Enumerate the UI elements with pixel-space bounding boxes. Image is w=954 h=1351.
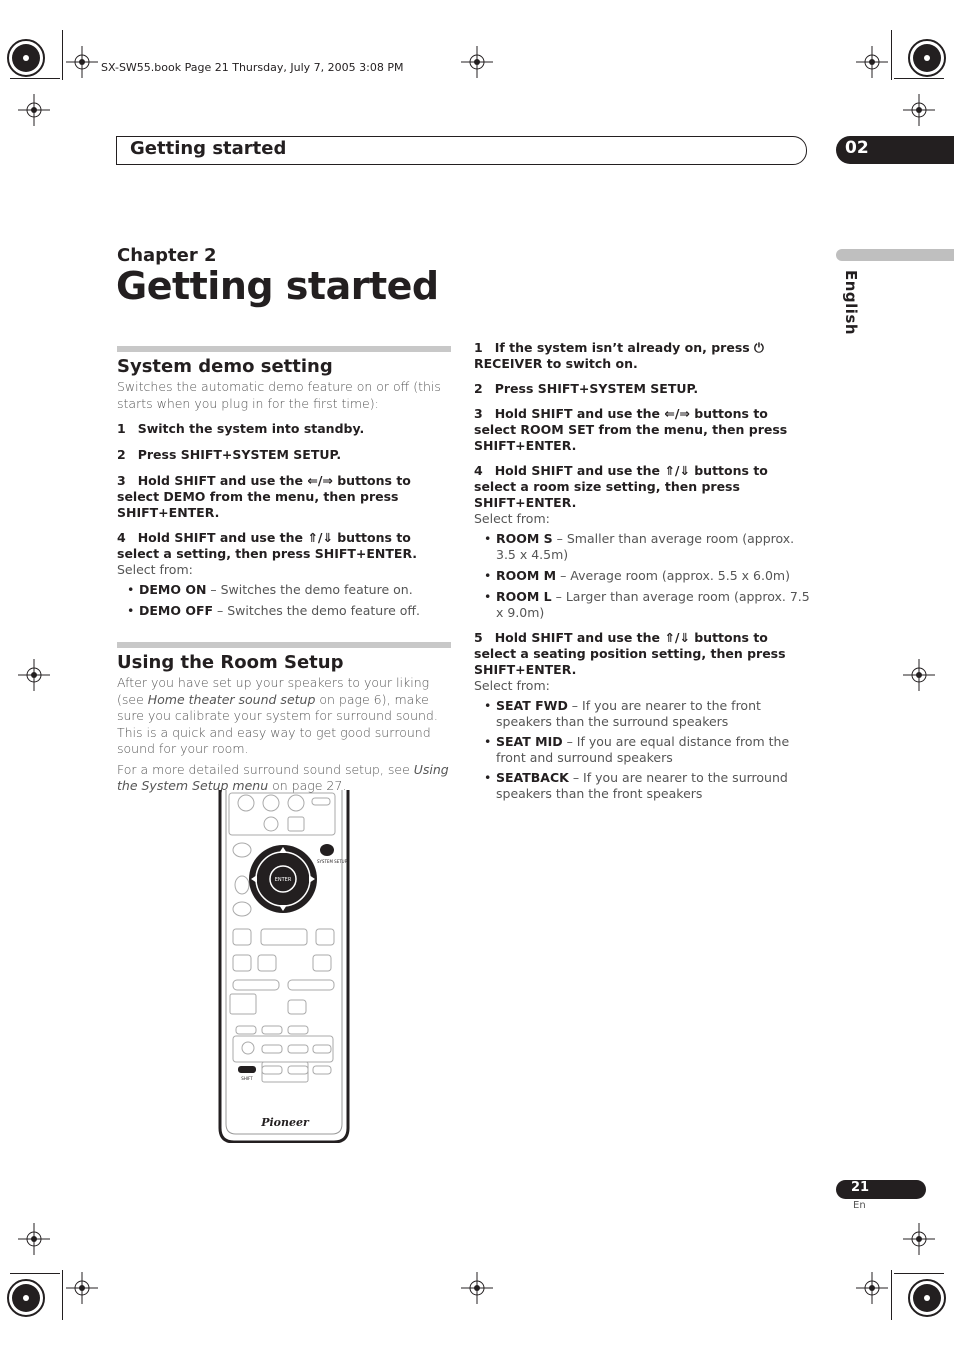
- page-language: En: [853, 1200, 866, 1211]
- chapter-number: 02: [845, 138, 869, 158]
- crop-mark: [62, 1270, 63, 1320]
- shift-label: SHIFT: [241, 1076, 253, 1081]
- header-title: Getting started: [130, 138, 287, 159]
- step-item: 4 Hold SHIFT and use the ⇑/⇓ buttons to select a room size setting, then press SHIFT+ENTER.: [474, 463, 768, 510]
- step-item: 3 Hold SHIFT and use the ⇐/⇒ buttons to select ROOM SET from the menu, then press SHIFT+ENTER.: [474, 406, 788, 453]
- crosshair-icon: [18, 94, 50, 126]
- crop-mark: [894, 1273, 944, 1274]
- crop-mark: [10, 1273, 60, 1274]
- language-label: English: [842, 270, 860, 336]
- list-item: • ROOM L – Larger than average room (approx. 7.5 x 9.0m): [474, 589, 810, 621]
- list-item: • SEAT FWD – If you are nearer to the front speakers than the surround speakers: [474, 698, 810, 730]
- list-item: • ROOM S – Smaller than average room (approx. 3.5 x 4.5m): [474, 531, 810, 563]
- step-item: 2 Press SHIFT+SYSTEM SETUP.: [117, 447, 342, 462]
- room-steps-section: [474, 340, 810, 802]
- system-setup-label: SYSTEM SETUP: [316, 859, 348, 864]
- section-rule: [117, 642, 451, 648]
- crosshair-icon: [18, 1223, 50, 1255]
- section-rule: [117, 346, 451, 352]
- crosshair-icon: [18, 659, 50, 691]
- crosshair-icon: [461, 46, 493, 78]
- section-intro: Switches the automatic demo feature on or off (this starts when you plug in for the first time):: [117, 379, 441, 411]
- pioneer-logo: Pioneer: [261, 1116, 309, 1129]
- crop-mark: [62, 30, 63, 80]
- page-number: 21: [851, 1180, 870, 1195]
- crop-mark: [891, 1270, 892, 1320]
- step-item: 4 Hold SHIFT and use the ⇑/⇓ buttons to select a setting, then press SHIFT+ENTER.: [117, 530, 418, 561]
- list-item: • SEAT MID – If you are equal distance from the front and surround speakers: [474, 734, 810, 766]
- step-item: 3 Hold SHIFT and use the ⇐/⇒ buttons to select DEMO from the menu, then press SHIFT+ENTER.: [117, 473, 411, 520]
- step-item: 1 Switch the system into standby.: [117, 421, 365, 436]
- step-item: 1 If the system isn’t already on, press ⏻ RECEIVER to switch on.: [474, 340, 764, 371]
- registration-starburst-icon: [906, 37, 948, 79]
- crosshair-icon: [903, 659, 935, 691]
- select-from-label: Select from:: [474, 511, 550, 526]
- enter-button-label: ENTER: [274, 877, 292, 883]
- crosshair-icon: [856, 46, 888, 78]
- crop-mark: [891, 30, 892, 80]
- crosshair-icon: [903, 94, 935, 126]
- list-item: • DEMO OFF – Switches the demo feature off.: [117, 603, 452, 619]
- room-setup-section: [117, 652, 452, 795]
- system-demo-section: [117, 356, 452, 619]
- select-from-label: Select from:: [117, 562, 193, 577]
- chapter-label: Chapter 2: [117, 245, 217, 266]
- paragraph: For a more detailed surround sound setup, see Using the System Setup menu on page 27.: [117, 761, 449, 793]
- crosshair-icon: [856, 1272, 888, 1304]
- crosshair-icon: [903, 1223, 935, 1255]
- step-item: 5 Hold SHIFT and use the ⇑/⇓ buttons to select a seating position setting, then press SHIFT+ENTER.: [474, 630, 786, 677]
- section-title: Using the Room Setup: [117, 652, 344, 673]
- print-meta: SX-SW55.book Page 21 Thursday, July 7, 2005 3:08 PM: [101, 61, 404, 74]
- page-title: Getting started: [116, 264, 439, 308]
- crosshair-icon: [66, 1272, 98, 1304]
- list-item: • DEMO ON – Switches the demo feature on.: [117, 582, 452, 598]
- section-title: System demo setting: [117, 356, 333, 377]
- remote-control-illustration: [218, 790, 350, 1143]
- paragraph: After you have set up your speakers to your liking (see Home theater sound setup on page 6), make sure you calibrate your system for surround sound. This is a quick and easy way to get good surround sound for your room.: [117, 675, 438, 756]
- language-tab: [836, 249, 954, 261]
- step-item: 2 Press SHIFT+SYSTEM SETUP.: [474, 381, 699, 396]
- select-from-label: Select from:: [474, 678, 550, 693]
- registration-starburst-icon: [5, 1277, 47, 1319]
- crosshair-icon: [461, 1272, 493, 1304]
- registration-starburst-icon: [5, 37, 47, 79]
- page-number-tab: [836, 1180, 926, 1199]
- list-item: • SEATBACK – If you are nearer to the surround speakers than the front speakers: [474, 770, 810, 802]
- crosshair-icon: [66, 46, 98, 78]
- list-item: • ROOM M – Average room (approx. 5.5 x 6.0m): [474, 568, 810, 584]
- registration-starburst-icon: [906, 1277, 948, 1319]
